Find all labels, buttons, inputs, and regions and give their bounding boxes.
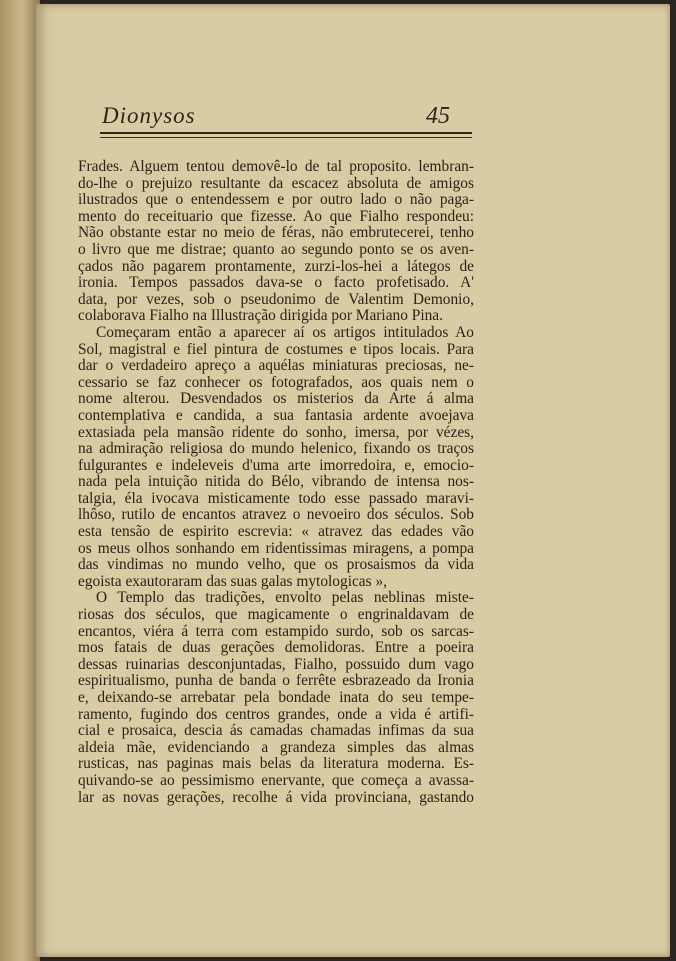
text-line: quivando-se ao pessimismo enervante, que começa a avassa- — [78, 771, 474, 789]
text-line: O Templo das tradições, envolto pelas neblinas miste- — [96, 589, 474, 607]
text-line: çados não pagarem prontamente, zurzi-los-hei a látegos de — [78, 257, 474, 275]
page-header — [100, 103, 472, 129]
header-rule — [100, 132, 472, 134]
text-line: Sol, magistral e fiel pintura de costumes e tipos locais. Para — [78, 340, 474, 358]
text-line: e, deixando-se arrebatar pela bondade inata do seu tempe- — [78, 689, 474, 706]
text-line: nome alterou. Desvendados os misterios da Arte á alma — [78, 390, 474, 408]
text-line: rusticas, nas paginas mais belas da literatura moderna. Es- — [78, 755, 474, 773]
text-line: ramento, fugindo dos centros grandes, onde a vida é artifi- — [78, 705, 474, 723]
text-line: o livro que me distrae; quanto ao segundo ponto se os aven- — [78, 240, 474, 258]
body-text — [78, 159, 474, 806]
text-line: das vindimas no mundo velho, que os prosaismos da vida — [78, 556, 474, 574]
text-line: aldeia mãe, evidenciando a grandeza simples das almas — [78, 738, 474, 756]
text-line: extasiada pela mansão ridente do sonho, imersa, por vézes, — [78, 423, 474, 441]
page-number: 45 — [426, 103, 450, 129]
text-line: egoista exautoraram das suas galas mytologicas », — [78, 572, 388, 590]
text-line: Frades. Alguem tentou demovê-lo de tal proposito. lembran- — [78, 158, 474, 175]
text-line: dar o verdadeiro apreço a aquélas miniaturas preciosas, ne- — [78, 357, 474, 375]
text-line: Começaram então a aparecer aí os artigos intitulados Ao — [96, 323, 474, 341]
text-line: data, por vezes, sob o pseudonimo de Valentim Demonio, — [78, 290, 474, 308]
book-spine — [0, 0, 40, 961]
text-line: do-lhe o prejuizo resultante da escacez absoluta de amigos — [78, 174, 474, 192]
text-line: mento do receituario que fizesse. Ao que Fialho respondeu: — [78, 207, 474, 225]
text-line: dessas ruinarias desconjuntadas, Fialho, possuido dum vago — [78, 655, 474, 673]
text-line: contemplativa e candida, a sua fantasia ardente avoejava — [78, 406, 474, 424]
text-line: fulgurantes e indeleveis d'uma arte imorredoira, e, emocio- — [78, 456, 474, 474]
text-line: esta tensão de espirito escrevia: « atravez das edades vão — [78, 523, 474, 541]
text-line: colaborava Fialho na Illustração dirigida por Mariano Pina. — [78, 307, 443, 325]
text-line: riosas dos séculos, que magicamente o engrinaldavam de — [78, 606, 474, 624]
text-line: na admiração religiosa do mundo helenico, fixando os traços — [78, 440, 474, 458]
text-line: encantos, viéra á terra com estampido surdo, sob os sarcas- — [78, 622, 474, 640]
text-line: os meus olhos sonhando em ridentissimas miragens, a pompa — [78, 539, 474, 557]
text-line: lhôso, rutilo de encantos atravez o nevoeiro dos séculos. Sob — [78, 506, 474, 524]
text-line: nada pela intuição nitida do Bélo, vibrando de intensa nos- — [78, 473, 474, 491]
text-line: ilustrados que o entendessem e por outro lado o não paga- — [78, 191, 474, 209]
header-rule-thin — [100, 137, 472, 138]
running-title: Dionysos — [102, 103, 196, 128]
text-line: cial e prosaica, descia ás camadas chamadas infimas da sua — [78, 722, 474, 740]
text-line: talgia, éla ivocava misticamente todo esse passado maravi- — [78, 489, 474, 507]
text-line: mos fatais de duas gerações demolidoras. Entre a poeira — [78, 639, 474, 657]
text-line: ironia. Tempos passados dava-se o facto profetisado. A' — [78, 274, 474, 292]
text-line: lar as novas gerações, recolhe á vida provinciana, gastando — [78, 788, 474, 806]
text-line: cessario se faz conhecer os fotografados, aos quais nem o — [78, 373, 474, 391]
text-line: Não obstante estar no meio de féras, não embrutecerei, tenho — [78, 224, 474, 242]
text-line: espiritualismo, punha de banda o ferrête esbrazeado da Ironia — [78, 672, 474, 690]
